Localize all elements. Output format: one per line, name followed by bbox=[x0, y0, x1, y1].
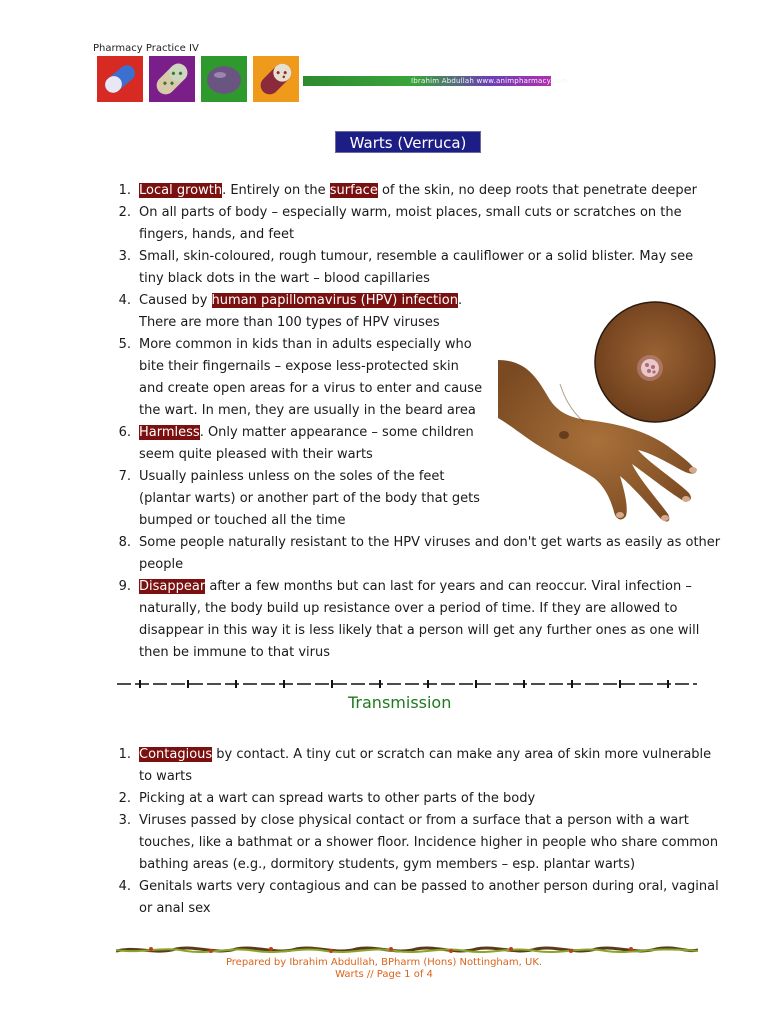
list-item-line bbox=[139, 642, 330, 664]
text-segment: Small, skin-coloured, rough tumour, resemble a cauliflower or a solid blister. May see bbox=[139, 249, 694, 264]
list-item-number: 9. bbox=[118, 579, 131, 594]
list-item-line bbox=[139, 466, 445, 488]
highlighted-term: human papillomavirus (HPV) infection bbox=[211, 293, 458, 308]
text-segment: . Entirely on the bbox=[222, 183, 330, 198]
text-segment: or anal sex bbox=[139, 901, 211, 916]
list-item-line bbox=[139, 576, 692, 598]
list-item-number: 3. bbox=[118, 813, 131, 828]
text-segment: On all parts of body – especially warm, moist places, small cuts or scratches on the bbox=[139, 205, 682, 220]
text-segment: of the skin, no deep roots that penetrate deeper bbox=[377, 183, 697, 198]
text-segment: Some people naturally resistant to the HPV viruses and don't get warts as easily as other bbox=[139, 535, 721, 550]
text-segment: people bbox=[139, 557, 184, 572]
highlighted-term: Local growth bbox=[139, 183, 223, 198]
list-item-line bbox=[139, 832, 718, 854]
list-item-line bbox=[139, 268, 430, 290]
list-item-number: 4. bbox=[118, 293, 131, 308]
banner-text: Ibrahim Abdullah www.animpharmacy.com bbox=[411, 77, 568, 85]
text-segment: to warts bbox=[139, 769, 192, 784]
list-item-line bbox=[139, 334, 472, 356]
granule-capsule-icon bbox=[253, 56, 299, 102]
list-item-line bbox=[139, 554, 183, 576]
dotted-capsule-icon bbox=[149, 56, 195, 102]
header-banner bbox=[95, 56, 568, 102]
text-segment: (plantar warts) or another part of the body that gets bbox=[139, 491, 480, 506]
footer-credit: Prepared by Ibrahim Abdullah, BPharm (Hons) Nottingham, UK. bbox=[225, 957, 543, 968]
list-item-number: 3. bbox=[118, 249, 131, 264]
text-segment: touches, like a bathmat or a shower floor. Incidence higher in people who share common bbox=[139, 835, 719, 850]
list-item-line bbox=[139, 180, 697, 202]
text-segment: . bbox=[457, 293, 463, 308]
text-segment: Caused by bbox=[139, 293, 212, 308]
text-segment: Viruses passed by close physical contact or from a surface that a person with a wart bbox=[139, 813, 689, 828]
list-item-line bbox=[139, 400, 476, 422]
course-title: Pharmacy Practice IV bbox=[93, 43, 199, 54]
decorative-separator bbox=[117, 677, 697, 691]
list-item-line bbox=[139, 766, 192, 788]
list-item-line bbox=[139, 378, 482, 400]
text-segment: bathing areas (e.g., dormitory students, gym members – esp. plantar warts) bbox=[139, 857, 636, 872]
hand-wart-illustration bbox=[498, 300, 720, 534]
text-segment: after a few months but can last for years and can reoccur. Viral infection – bbox=[205, 579, 692, 594]
list-item-number: 2. bbox=[118, 791, 131, 806]
text-segment: Usually painless unless on the soles of the feet bbox=[139, 469, 445, 484]
text-segment: the wart. In men, they are usually in the beard area bbox=[139, 403, 476, 418]
list-item-line bbox=[139, 488, 480, 510]
list-item-line bbox=[139, 598, 677, 620]
list-item-line bbox=[139, 620, 699, 642]
list-item-line bbox=[139, 854, 635, 876]
tablet-pill-icon bbox=[201, 56, 247, 102]
transmission-heading: Transmission bbox=[348, 693, 452, 712]
list-item-number: 2. bbox=[118, 205, 131, 220]
list-item-line bbox=[139, 290, 462, 312]
list-item-number: 1. bbox=[118, 747, 131, 762]
text-segment: by contact. A tiny cut or scratch can make any area of skin more vulnerable bbox=[212, 747, 712, 762]
capsule-pill-icon bbox=[97, 56, 143, 102]
list-item-line bbox=[139, 810, 689, 832]
list-item-number: 7. bbox=[118, 469, 131, 484]
list-item-line bbox=[139, 744, 711, 766]
text-segment: Picking at a wart can spread warts to other parts of the body bbox=[139, 791, 536, 806]
list-item-line bbox=[139, 422, 474, 444]
text-segment: and create open areas for a virus to enter and cause bbox=[139, 381, 483, 396]
highlighted-term: Harmless bbox=[139, 425, 200, 440]
text-segment: tiny black dots in the wart – blood capillaries bbox=[139, 271, 430, 286]
list-item-number: 6. bbox=[118, 425, 131, 440]
list-item-line bbox=[139, 876, 719, 898]
list-item-number: 8. bbox=[118, 535, 131, 550]
highlighted-term: Contagious bbox=[139, 747, 213, 762]
list-item-line bbox=[139, 202, 682, 224]
text-segment: bite their fingernails – expose less-protected skin bbox=[139, 359, 459, 374]
list-item-line bbox=[139, 444, 373, 466]
text-segment: naturally, the body build up resistance over a period of time. If they are allowed to bbox=[139, 601, 678, 616]
footer-page-number: Warts // Page 1 of 4 bbox=[335, 969, 433, 980]
text-segment: disappear in this way it is less likely that a person will get any further ones as one will bbox=[139, 623, 700, 638]
list-item-line bbox=[139, 510, 345, 532]
text-segment: seem quite pleased with their warts bbox=[139, 447, 373, 462]
list-item-line bbox=[139, 246, 693, 268]
list-item-number: 5. bbox=[118, 337, 131, 352]
highlighted-term: Disappear bbox=[139, 579, 206, 594]
list-item-line bbox=[139, 788, 535, 810]
list-item-line bbox=[139, 224, 294, 246]
text-segment: Genitals warts very contagious and can be passed to another person during oral, vaginal bbox=[139, 879, 719, 894]
text-segment: There are more than 100 types of HPV viruses bbox=[139, 315, 440, 330]
decorative-vine-border bbox=[116, 943, 698, 957]
text-segment: . Only matter appearance – some children bbox=[199, 425, 474, 440]
list-item-line bbox=[139, 532, 720, 554]
list-item-line bbox=[139, 312, 440, 334]
highlighted-term: surface bbox=[329, 183, 378, 198]
list-item-number: 1. bbox=[118, 183, 131, 198]
text-segment: More common in kids than in adults especially who bbox=[139, 337, 472, 352]
text-segment: fingers, hands, and feet bbox=[139, 227, 295, 242]
list-item-number: 4. bbox=[118, 879, 131, 894]
list-item-line bbox=[139, 356, 459, 378]
list-item-line bbox=[139, 898, 211, 920]
page-title: Warts (Verruca) bbox=[335, 131, 481, 153]
text-segment: then be immune to that virus bbox=[139, 645, 331, 660]
text-segment: bumped or touched all the time bbox=[139, 513, 346, 528]
